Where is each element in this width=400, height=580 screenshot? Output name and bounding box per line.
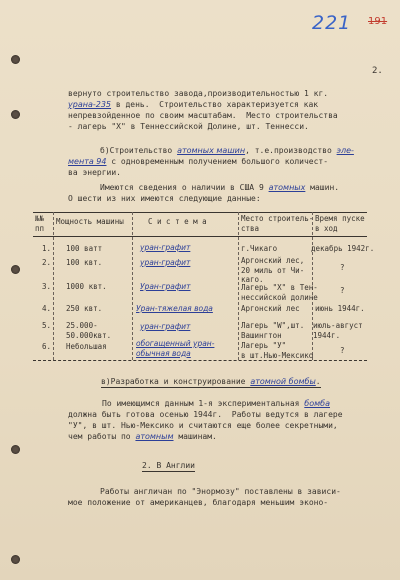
table-cell-handwritten: Уран-тяжелая вода	[136, 304, 213, 313]
handwritten-element-94: мента 94	[68, 157, 107, 166]
para2-line5: О шести из них имеются следующие данные:	[68, 194, 261, 203]
handwritten-uranium: урана-235	[68, 100, 112, 109]
punch-hole	[11, 110, 20, 119]
section-2-heading: 2. В Англии	[142, 461, 195, 470]
para4-line1: Работы англичан по "Энормозу" поставлены в зависи-	[100, 487, 341, 496]
table-cell: 100 ватт	[66, 244, 103, 253]
table-cell: ?	[340, 263, 345, 272]
para1-line2: урана-235 в день. Строительство характеризуется как	[68, 100, 319, 109]
table-header-border	[33, 236, 367, 237]
punch-hole	[11, 445, 20, 454]
header-start: Время пуске в ход	[315, 214, 365, 233]
handwritten-atomic-bomb: атомной бомбы	[250, 377, 316, 386]
para1-line4: - лагерь "Х" в Теннессийской Долине, шт. Теннесси.	[68, 122, 309, 131]
section-v-heading: в)Разработка и конструирование атомной бомбы.	[101, 377, 321, 386]
punch-hole	[11, 265, 20, 274]
table-divider	[238, 212, 239, 360]
table-cell: Лагерь "W",шт. Вашингтон	[241, 321, 305, 340]
table-cell-handwritten: обогащенный уран- обычная вода	[136, 339, 215, 358]
handwritten-element: эле-	[336, 146, 354, 155]
table-cell: 2.	[42, 258, 52, 267]
table-bottom-border	[33, 360, 367, 361]
para2-line2: мента 94 с одновременным получением большого количест-	[68, 157, 329, 166]
table-cell: июнь 1944г.	[315, 304, 365, 313]
table-cell-handwritten: уран-графит	[140, 258, 191, 267]
table-cell: 100 квт.	[66, 258, 103, 267]
table-cell: 1000 квт.	[66, 282, 107, 291]
table-cell: Аргонский лес, 20 миль от Чи- каго.	[241, 256, 305, 284]
table-cell: 250 квт.	[66, 304, 103, 313]
para1-line3: непревзойденное по своим масштабам. Место строительства	[68, 111, 338, 120]
para3-line1: По имеющимся данным 1-я экспериментальная бомба	[102, 399, 330, 408]
para2-line1: б)Строительство атомных машин, т.е.производство эле-	[100, 146, 354, 155]
table-cell: Небольшая	[66, 342, 107, 351]
para3-line4: чем работы по атомным машинам.	[68, 432, 217, 441]
handwritten-atomic-machines: атомных машин	[177, 146, 246, 155]
table-cell: 5.	[42, 321, 52, 330]
punch-hole	[11, 555, 20, 564]
table-cell: Лагерь "У" в шт.Нью-Мексико	[241, 341, 314, 360]
para2-line4: Имеются сведения о наличии в США 9 атомных машин.	[100, 183, 340, 192]
table-cell: Лагерь "Х" в Тен- нессийской долине	[241, 283, 318, 302]
table-top-border	[33, 212, 367, 213]
para2-line3: ва энергии.	[68, 168, 121, 177]
table-cell: декабрь 1942г.	[311, 244, 375, 253]
table-cell: ?	[340, 346, 345, 355]
para3-line3: "У", в шт. Нью-Мексико и считаются еще более секретными,	[68, 421, 338, 430]
handwritten-bomb: бомба	[304, 399, 330, 408]
handwritten-atomic-2: атомным	[135, 432, 174, 441]
table-cell: 6.	[42, 342, 52, 351]
table-cell: 1.	[42, 244, 52, 253]
archive-number: 221	[312, 12, 352, 34]
header-power: Мощность машины	[56, 217, 124, 226]
table-cell: 4.	[42, 304, 52, 313]
archive-old-number: 191	[368, 16, 388, 27]
header-place: Место строитель- ства	[241, 214, 314, 233]
table-divider	[132, 212, 133, 360]
page-number: 2.	[372, 66, 383, 76]
table-cell: Аргонский лес	[241, 304, 300, 313]
table-divider	[53, 212, 54, 360]
header-num: №№ пп	[35, 214, 45, 233]
table-cell: июль-август 1944г.	[313, 321, 363, 340]
para1-line1: вернуто строительство завода,производительностью 1 кг.	[68, 89, 329, 98]
header-system: С и с т е м а	[148, 217, 207, 226]
table-cell: ?	[340, 286, 345, 295]
para4-line2: мое положение от американцев, благодаря меньшим эконо-	[68, 498, 329, 507]
table-cell-handwritten: Уран-графит	[140, 282, 191, 291]
table-cell: г.Чикаго	[241, 244, 278, 253]
handwritten-atomic: атомных	[268, 183, 306, 192]
table-cell-handwritten: уран-графит	[140, 243, 191, 252]
table-cell-handwritten: уран-графит	[140, 322, 191, 331]
table-cell: 25.000- 50.000квт.	[66, 321, 112, 340]
punch-hole	[11, 55, 20, 64]
para3-line2: должна быть готова осенью 1944г. Работы ведутся в лагере	[68, 410, 343, 419]
table-cell: 3.	[42, 282, 52, 291]
